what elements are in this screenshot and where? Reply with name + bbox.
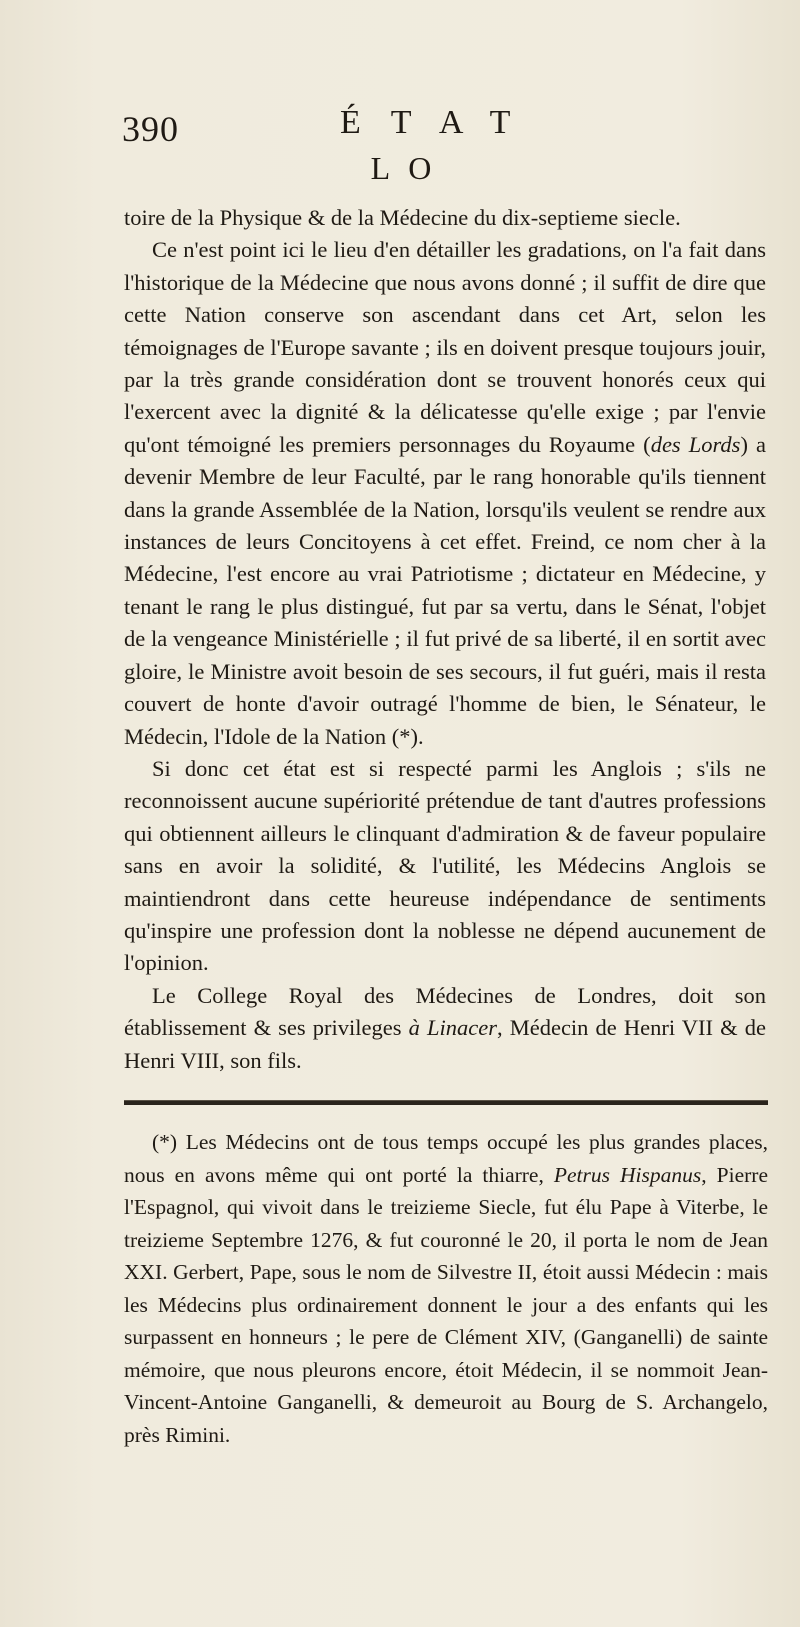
footnote [124,1126,768,1451]
paragraph [124,234,766,753]
italic-text: à Linacer [408,1015,497,1041]
text-run: Le College Royal des Médecines de Londres, doit son établissement & ses privileges [124,982,766,1041]
paragraph: toire de la Physique & de la Médecine du dix-septieme siecle. [124,205,681,230]
footnote-marker: (*) [152,1130,178,1154]
text-run: Les Médecins ont de tous temps occupé les plus grandes places, nous en avons même qui ont porté la thiarre, [124,1130,768,1187]
italic-text: Petrus Hispanus [553,1162,702,1187]
footnote-divider [124,1100,768,1105]
paragraph [124,980,766,1077]
text-run: , Pierre l'Espagnol, qui vivoit dans le treizieme Siecle, fut élu Pape à Viterbe, le treizieme Septembre 1276, & fut couronné le 20, il porta le nom de Jean XXI. Gerbert, Pape, sous le nom de Silvestre II, étoit aussi Médecin : mais les Médecins plus ordinairement donnent le jour a des enfants qui les surpassent en honneurs ; le pere de Clément XIV, (Ganganelli) de sainte mémoire, que nous pleurons encore, étoit Médecin, il se nommoit Jean-Vincent-Antoine Ganganelli, & demeuroit au Bourg de S. Archangelo, près Rimini. [124,1162,768,1447]
italic-text: des Lords [650,431,741,457]
text-run: Ce n'est point ici le lieu d'en détailler les gradations, on l'a fait dans l'historique de la Médecine que nous avons donné ; il suffit de dire que cette Nation conserve son ascendant dans cet Art, selon les témoignages de l'Europe savante ; ils en doivent presque toujours jouir, par la très grande considération dont se trouvent honorés ceux qui l'exercent avec la dignité & la délicatesse qu'elle exige ; par l'envie qu'ont témoigné les premiers personnages du Royaume ( [124,237,766,457]
running-head: ÉTAT [340,104,541,141]
page-number: 390 [122,109,179,149]
main-text [124,202,766,1077]
section-head: LO [370,150,450,186]
text-run: ) a devenir Membre de leur Faculté, par le rang honorable qu'ils tiennent dans la grande Assemblée de la Nation, lorsqu'ils veulent se rendre aux instances de leurs Concitoyens à cet effet. Freind, ce nom cher à la Médecine, l'est encore au vrai Patriotisme ; dictateur en Médecine, y tenant le rang le plus distingué, fut par sa vertu, dans le Sénat, l'objet de la vengeance Ministérielle ; il fut privé de sa liberté, il en sortit avec gloire, le Ministre avoit besoin de ses secours, il fut guéri, mais il resta couvert de honte d'avoir outragé l'homme de bien, le Sénateur, le Médecin, l'Idole de la Nation (*). [124,431,767,749]
footnote-paragraph [124,1126,768,1451]
paragraph: Si donc cet état est si respecté parmi les Anglois ; s'ils ne reconnoissent aucune supériorité prétendue de tant d'autres professions qui obtiennent ailleurs le clinquant d'admiration & de faveur populaire sans en avoir la solidité, & l'utilité, les Médecins Anglois se maintiendront dans cette heureuse indépendance de sentiments qu'inspire une profession dont la noblesse ne dépend aucunement de l'opinion. [124,755,766,976]
text-run: , Médecin de Henri VII & de Henri VIII, son fils. [124,1015,766,1073]
